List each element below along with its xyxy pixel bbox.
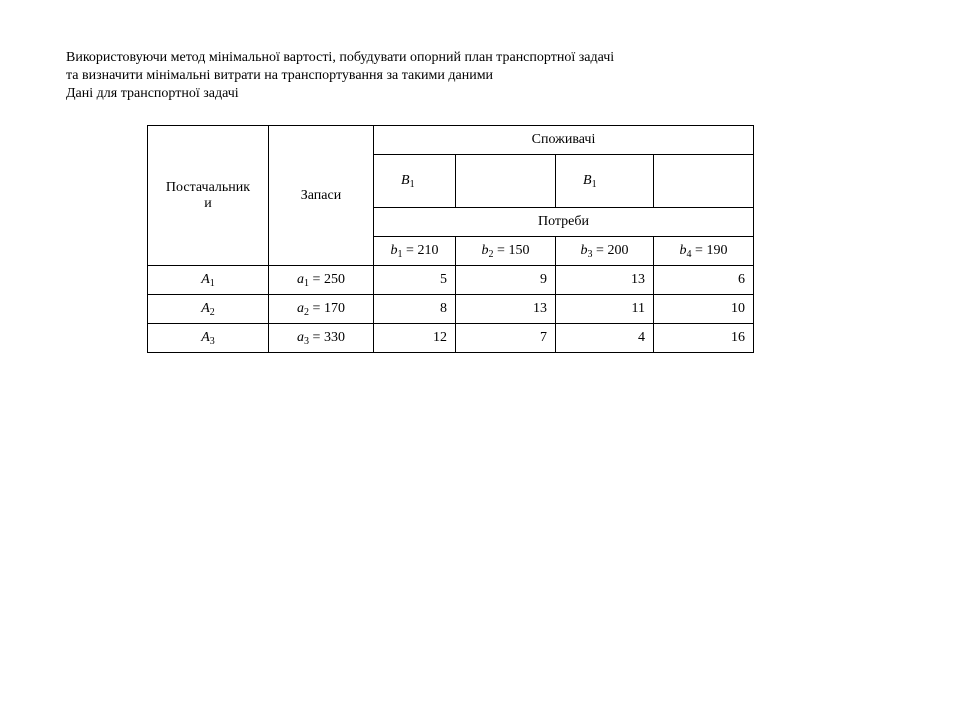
task-text (66, 49, 614, 103)
transport-table (147, 125, 754, 353)
cost-cell: 16 (654, 324, 754, 353)
cost-cell: 12 (374, 324, 456, 353)
cost-cell: 5 (374, 266, 456, 295)
need-b1: $b_1 = 210$ (374, 237, 456, 266)
supplier-a3: $A_3$ (148, 324, 269, 353)
cost-cell: 9 (456, 266, 556, 295)
supplier-a2: $A_2$ (148, 295, 269, 324)
consumer-label-3: $B_1$ (556, 155, 654, 208)
cost-cell: 10 (654, 295, 754, 324)
table-row (148, 295, 754, 324)
suppliers-header-line2: и (204, 195, 212, 211)
supplier-a1: $A_1$ (148, 266, 269, 295)
cost-cell: 8 (374, 295, 456, 324)
need-b2: $b_2 = 150$ (456, 237, 556, 266)
task-line-1: Використовуючи метод мінімальної вартості, побудувати опорний план транспортної задачі (66, 50, 615, 65)
stock-a2: $a_2 = 170$ (269, 295, 374, 324)
table-row (148, 266, 754, 295)
task-line-2: та визначити мінімальні витрати на транспортування за такими даними (66, 68, 494, 83)
stock-a3: $a_3 = 330$ (269, 324, 374, 353)
suppliers-header-line1: Постачальник (165, 179, 251, 195)
task-line-3: Дані для транспортної задачі (66, 86, 239, 101)
table-row (148, 324, 754, 353)
stock-a1: $a_1 = 250$ (269, 266, 374, 295)
needs-header: Потреби (374, 208, 754, 237)
cost-cell: 13 (556, 266, 654, 295)
stock-header: Запаси (269, 126, 374, 266)
consumer-label-2 (456, 155, 556, 208)
consumers-header: Споживачі (374, 126, 754, 155)
suppliers-header (148, 126, 269, 266)
cost-cell: 4 (556, 324, 654, 353)
need-b3: $b_3 = 200$ (556, 237, 654, 266)
consumer-label-1: $B_1$ (374, 155, 456, 208)
cost-cell: 7 (456, 324, 556, 353)
consumer-label-4 (654, 155, 754, 208)
cost-cell: 11 (556, 295, 654, 324)
cost-cell: 13 (456, 295, 556, 324)
cost-cell: 6 (654, 266, 754, 295)
need-b4: $b_4 = 190$ (654, 237, 754, 266)
